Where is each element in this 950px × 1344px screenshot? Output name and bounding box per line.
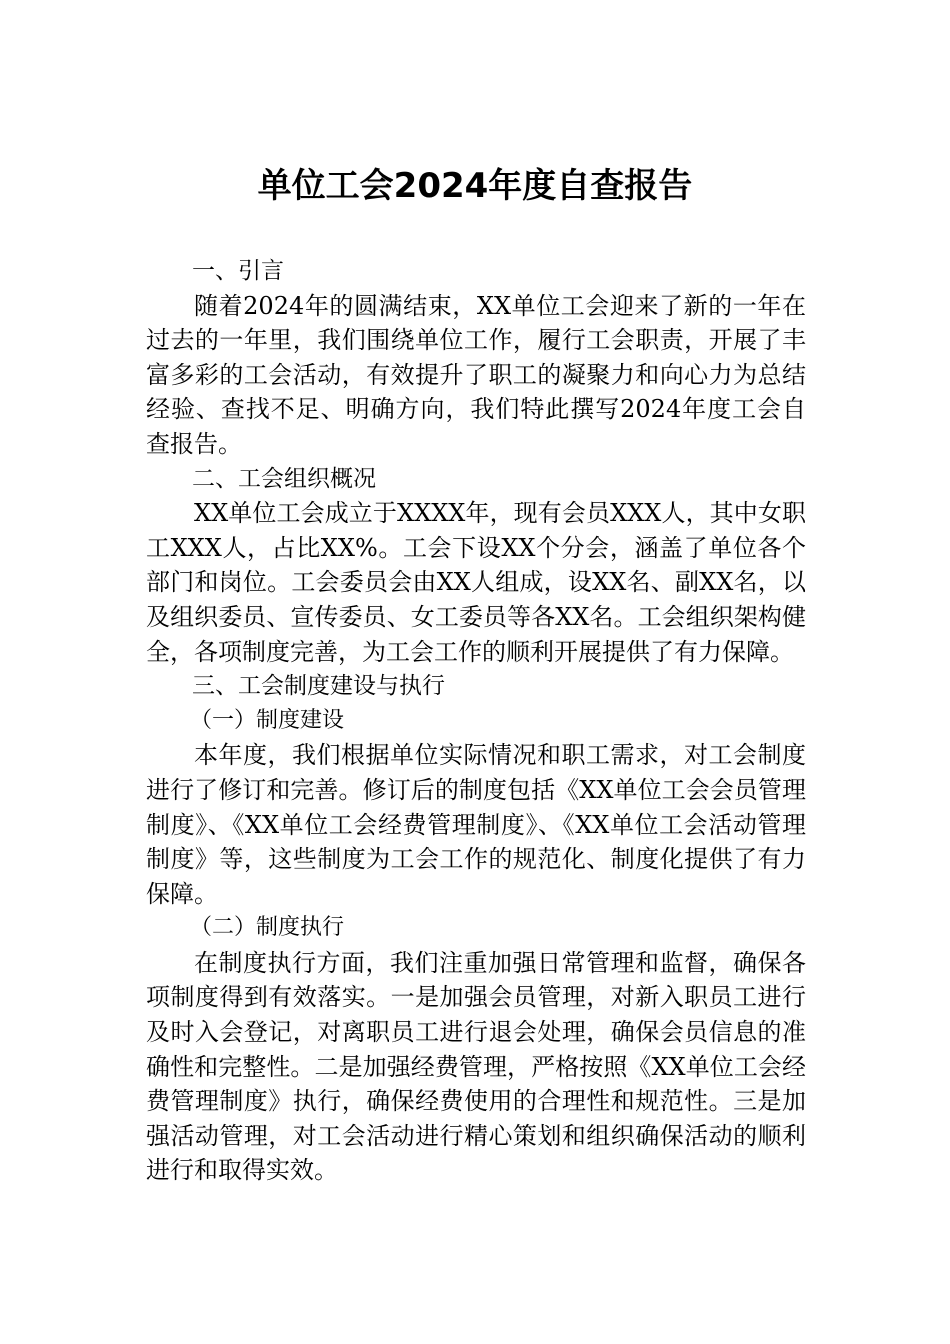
paragraph-system-execution: 在制度执行方面，我们注重加强日常管理和监督，确保各项制度得到有效落实。一是加强会员管理，对新入职员工进行及时入会登记，对离职员工进行退会处理，确保会员信息的准确性和完整性。二是加强经费管理，严格按照《XX单位工会经费管理制度》执行，确保经费使用的合理性和规范性。三是加强活动管理，对工会活动进行精心策划和组织确保活动的顺利进行和取得实效。	[146, 948, 806, 1185]
paragraph-organization: XX单位工会成立于XXXX年，现有会员XXX人，其中女职工XXX人，占比XX%。工会下设XX个分会，涵盖了单位各个部门和岗位。工会委员会由XX人组成，设XX名、副XX名，以及组织委员、宣传委员、女工委员等各XX名。工会组织架构健全，各项制度完善，为工会工作的顺利开展提供了有力保障。	[146, 499, 806, 666]
subheading-system-building: （一）制度建设	[190, 707, 345, 733]
subheading-system-execution: （二）制度执行	[190, 915, 345, 941]
document-body	[146, 254, 806, 1188]
section-heading-system: 三、工会制度建设与执行	[192, 673, 445, 700]
document-title: 单位工会2024年度自查报告	[257, 166, 693, 206]
paragraph-intro: 随着2024年的圆满结束，XX单位工会迎来了新的一年在过去的一年里，我们围绕单位工作，履行工会职责，开展了丰富多彩的工会活动，有效提升了职工的凝聚力和向心力为总结经验、查找不足、明确方向，我们特此撰写2024年度工会自查报告。	[146, 291, 806, 458]
paragraph-system-building: 本年度，我们根据单位实际情况和职工需求，对工会制度进行了修订和完善。修订后的制度包括《XX单位工会会员管理制度》、《XX单位工会经费管理制度》、《XX单位工会活动管理制度》等，这些制度为工会工作的规范化、制度化提供了有力保障。	[146, 741, 806, 908]
section-heading-organization: 二、工会组织概况	[192, 465, 376, 492]
section-heading-intro: 一、引言	[192, 258, 284, 284]
